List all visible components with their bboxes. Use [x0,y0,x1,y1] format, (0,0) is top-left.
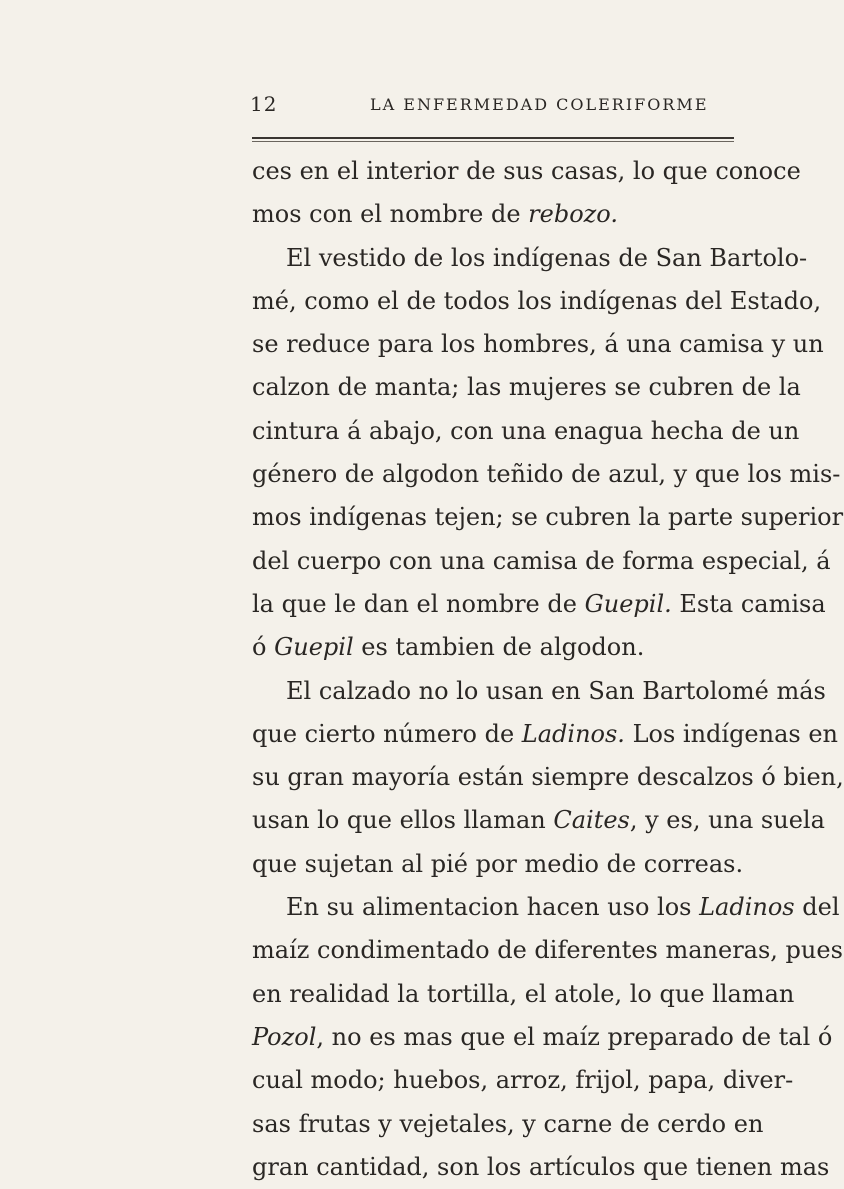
page-number: 12 [250,92,278,116]
text-line: la que le dan el nombre de Guepil. Esta camisa [252,589,826,618]
text-line: sas frutas y vejetales, y carne de cerdo en [252,1109,764,1138]
text-line: maíz condimentado de diferentes maneras, pues [252,936,843,965]
text-line: que cierto número de Ladinos. Los indígenas en [252,719,839,748]
text-line: se reduce para los hombres, á una camisa y un [252,330,824,359]
text-line: usan lo que ellos llaman Caites, y es, una suela [252,806,825,835]
running-head [250,92,734,122]
text-line: del cuerpo con una camisa de forma especial, á [252,546,831,575]
text-line: su gran mayoría están siempre descalzos ó bien, [252,763,844,792]
body-text [252,150,844,1189]
text-line: El vestido de los indígenas de San Bartolo- [286,243,808,272]
text-line: Pozol, no es mas que el maíz preparado de tal ó [252,1022,833,1051]
text-line: género de algodon teñido de azul, y que los mis- [252,460,841,489]
text-line: mé, como el de todos los indígenas del Estado, [252,286,822,315]
running-title: LA ENFERMEDAD COLERIFORME [370,95,709,114]
text-line: En su alimentacion hacen uso los Ladinos del [286,893,840,922]
text-line: mos indígenas tejen; se cubren la parte superior [252,503,844,532]
text-line: que sujetan al pié por medio de correas. [252,849,744,878]
text-line: cual modo; huebos, arroz, frijol, papa, diver- [252,1066,794,1095]
text-line: gran cantidad, son los artículos que tienen mas [252,1152,830,1181]
text-line: en realidad la tortilla, el atole, lo que llaman [252,979,795,1008]
text-line: cintura á abajo, con una enagua hecha de un [252,416,800,445]
text-line: ces en el interior de sus casas, lo que conoce [252,157,801,185]
text-line: ó Guepil es tambien de algodon. [252,633,645,662]
text-line: El calzado no lo usan en San Bartolomé más [286,676,826,705]
text-line: mos con el nombre de rebozo. [252,200,618,229]
text-line: calzon de manta; las mujeres se cubren de la [252,373,801,402]
header-rule [252,137,734,142]
